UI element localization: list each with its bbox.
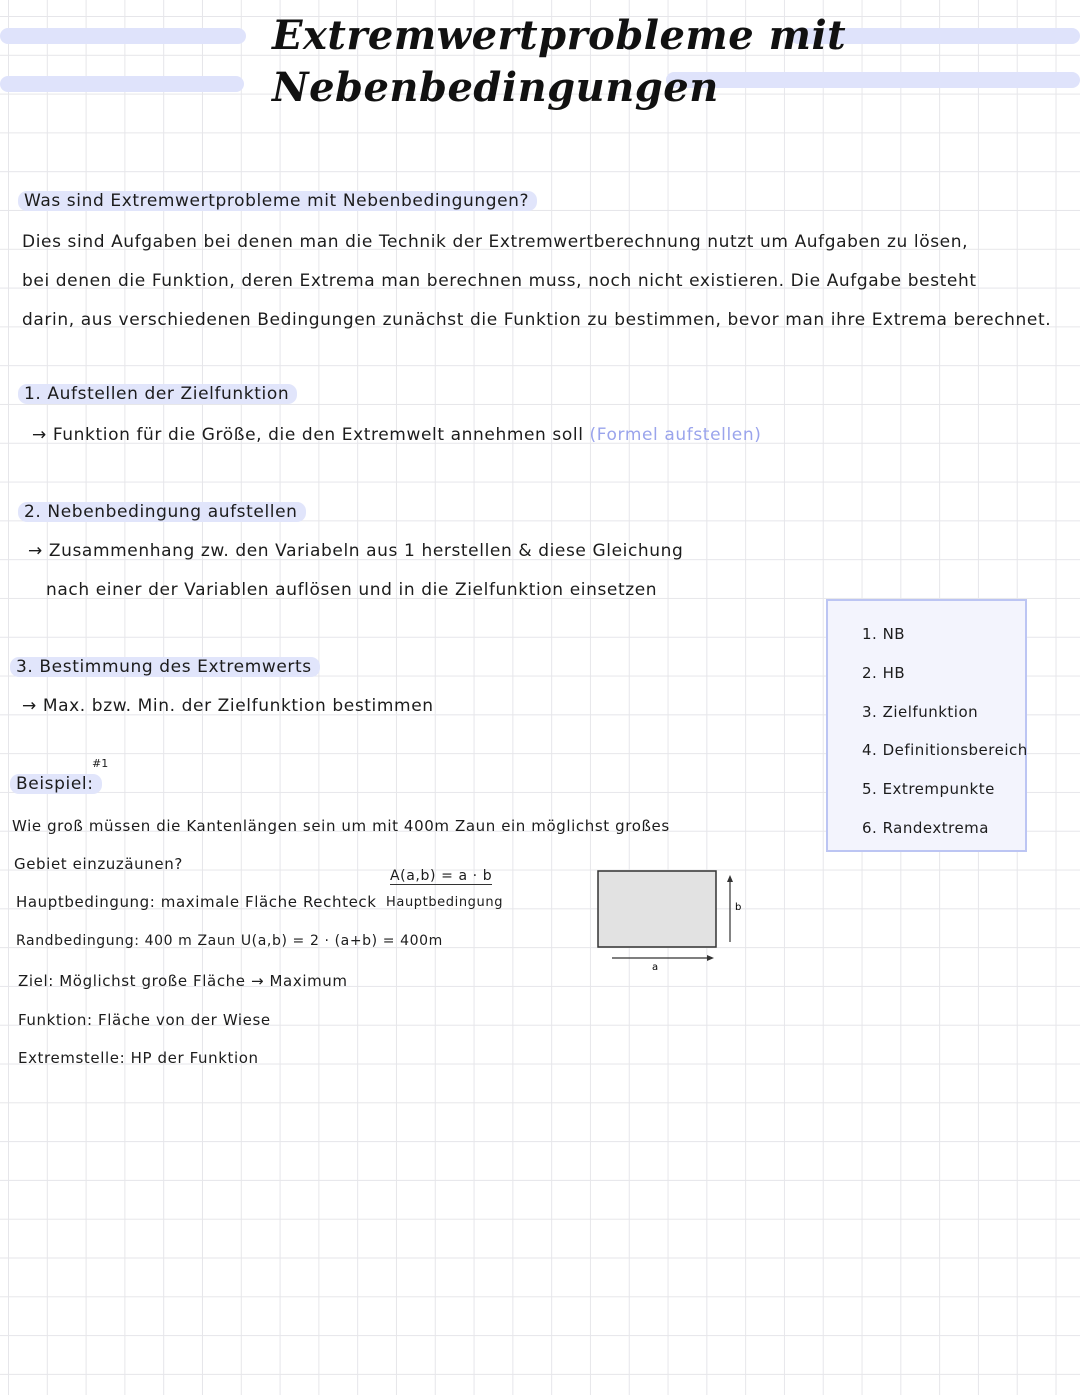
example-formula: A(a,b) = a · b bbox=[390, 868, 493, 884]
header-bar-left-bottom bbox=[0, 76, 244, 92]
checklist-item: 4. Definitionsbereich bbox=[862, 741, 1028, 759]
rectangle-diagram bbox=[590, 864, 750, 976]
checklist-box bbox=[826, 599, 1027, 852]
fence-rectangle bbox=[598, 871, 716, 947]
example-marker: #1 bbox=[92, 757, 109, 770]
step-1-heading-text: 1. Aufstellen der Zielfunktion bbox=[18, 384, 297, 404]
example-ziel: Ziel: Möglichst große Fläche → Maximum bbox=[18, 972, 348, 990]
side-a-label: a bbox=[652, 962, 659, 973]
example-funktion: Funktion: Fläche von der Wiese bbox=[18, 1011, 271, 1029]
example-question-line-2: Gebiet einzuzäunen? bbox=[14, 855, 183, 873]
side-b-label: b bbox=[735, 902, 742, 913]
step-3-heading-text: 3. Bestimmung des Extremwerts bbox=[10, 657, 320, 677]
step-3-line-1: → Max. bzw. Min. der Zielfunktion bestimmen bbox=[22, 696, 434, 716]
example-label-text: Beispiel: bbox=[10, 774, 102, 794]
intro-question-text: Was sind Extremwertprobleme mit Nebenbedingungen? bbox=[18, 191, 537, 211]
intro-line-2: bei denen die Funktion, deren Extrema man berechnen muss, noch nicht existieren. Die Aufgabe besteht bbox=[22, 271, 977, 291]
step-1-note: (Formel aufstellen) bbox=[589, 425, 762, 445]
step-2-line-1: → Zusammenhang zw. den Variabeln aus 1 herstellen & diese Gleichung bbox=[28, 541, 684, 561]
intro-line-1: Dies sind Aufgaben bei denen man die Technik der Extremwertberechnung nutzt um Aufgaben zu lösen, bbox=[22, 232, 969, 252]
side-b-arrowhead bbox=[727, 875, 733, 882]
header-bar-right-bottom bbox=[666, 72, 1080, 88]
intro-question bbox=[18, 191, 537, 211]
checklist-item: 3. Zielfunktion bbox=[862, 703, 979, 721]
example-formula-caption: Hauptbedingung bbox=[386, 895, 504, 910]
example-extremstelle: Extremstelle: HP der Funktion bbox=[18, 1049, 259, 1067]
example-label bbox=[10, 774, 102, 794]
step-1-line-1-text: → Funktion für die Größe, die den Extremwelt annehmen soll bbox=[32, 425, 584, 445]
example-question-line-1: Wie groß müssen die Kantenlängen sein um mit 400m Zaun ein möglichst großes bbox=[12, 817, 670, 835]
step-2-line-2: nach einer der Variablen auflösen und in die Zielfunktion einsetzen bbox=[46, 580, 658, 600]
checklist-item: 5. Extrempunkte bbox=[862, 780, 995, 798]
checklist-item: 6. Randextrema bbox=[862, 819, 989, 837]
example-hauptbedingung: Hauptbedingung: maximale Fläche Rechteck bbox=[16, 893, 377, 911]
side-a-arrowhead bbox=[707, 955, 714, 961]
example-randbedingung: Randbedingung: 400 m Zaun U(a,b) = 2 · (a+b) = 400m bbox=[16, 933, 443, 949]
intro-line-3: darin, aus verschiedenen Bedingungen zunächst die Funktion zu bestimmen, bevor man ihre Extrema berechnet. bbox=[22, 310, 1052, 330]
page-title-line-1: Extremwertprobleme mit bbox=[272, 12, 847, 59]
step-3-heading bbox=[10, 657, 320, 677]
step-1-heading bbox=[18, 384, 297, 404]
checklist-item: 2. HB bbox=[862, 664, 906, 682]
checklist-item: 1. NB bbox=[862, 625, 906, 643]
page-title-line-2: Nebenbedingungen bbox=[272, 64, 719, 111]
header-bar-left-top bbox=[0, 28, 246, 44]
step-2-heading-text: 2. Nebenbedingung aufstellen bbox=[18, 502, 306, 522]
step-1-line-1 bbox=[32, 425, 761, 445]
step-2-heading bbox=[18, 502, 306, 522]
